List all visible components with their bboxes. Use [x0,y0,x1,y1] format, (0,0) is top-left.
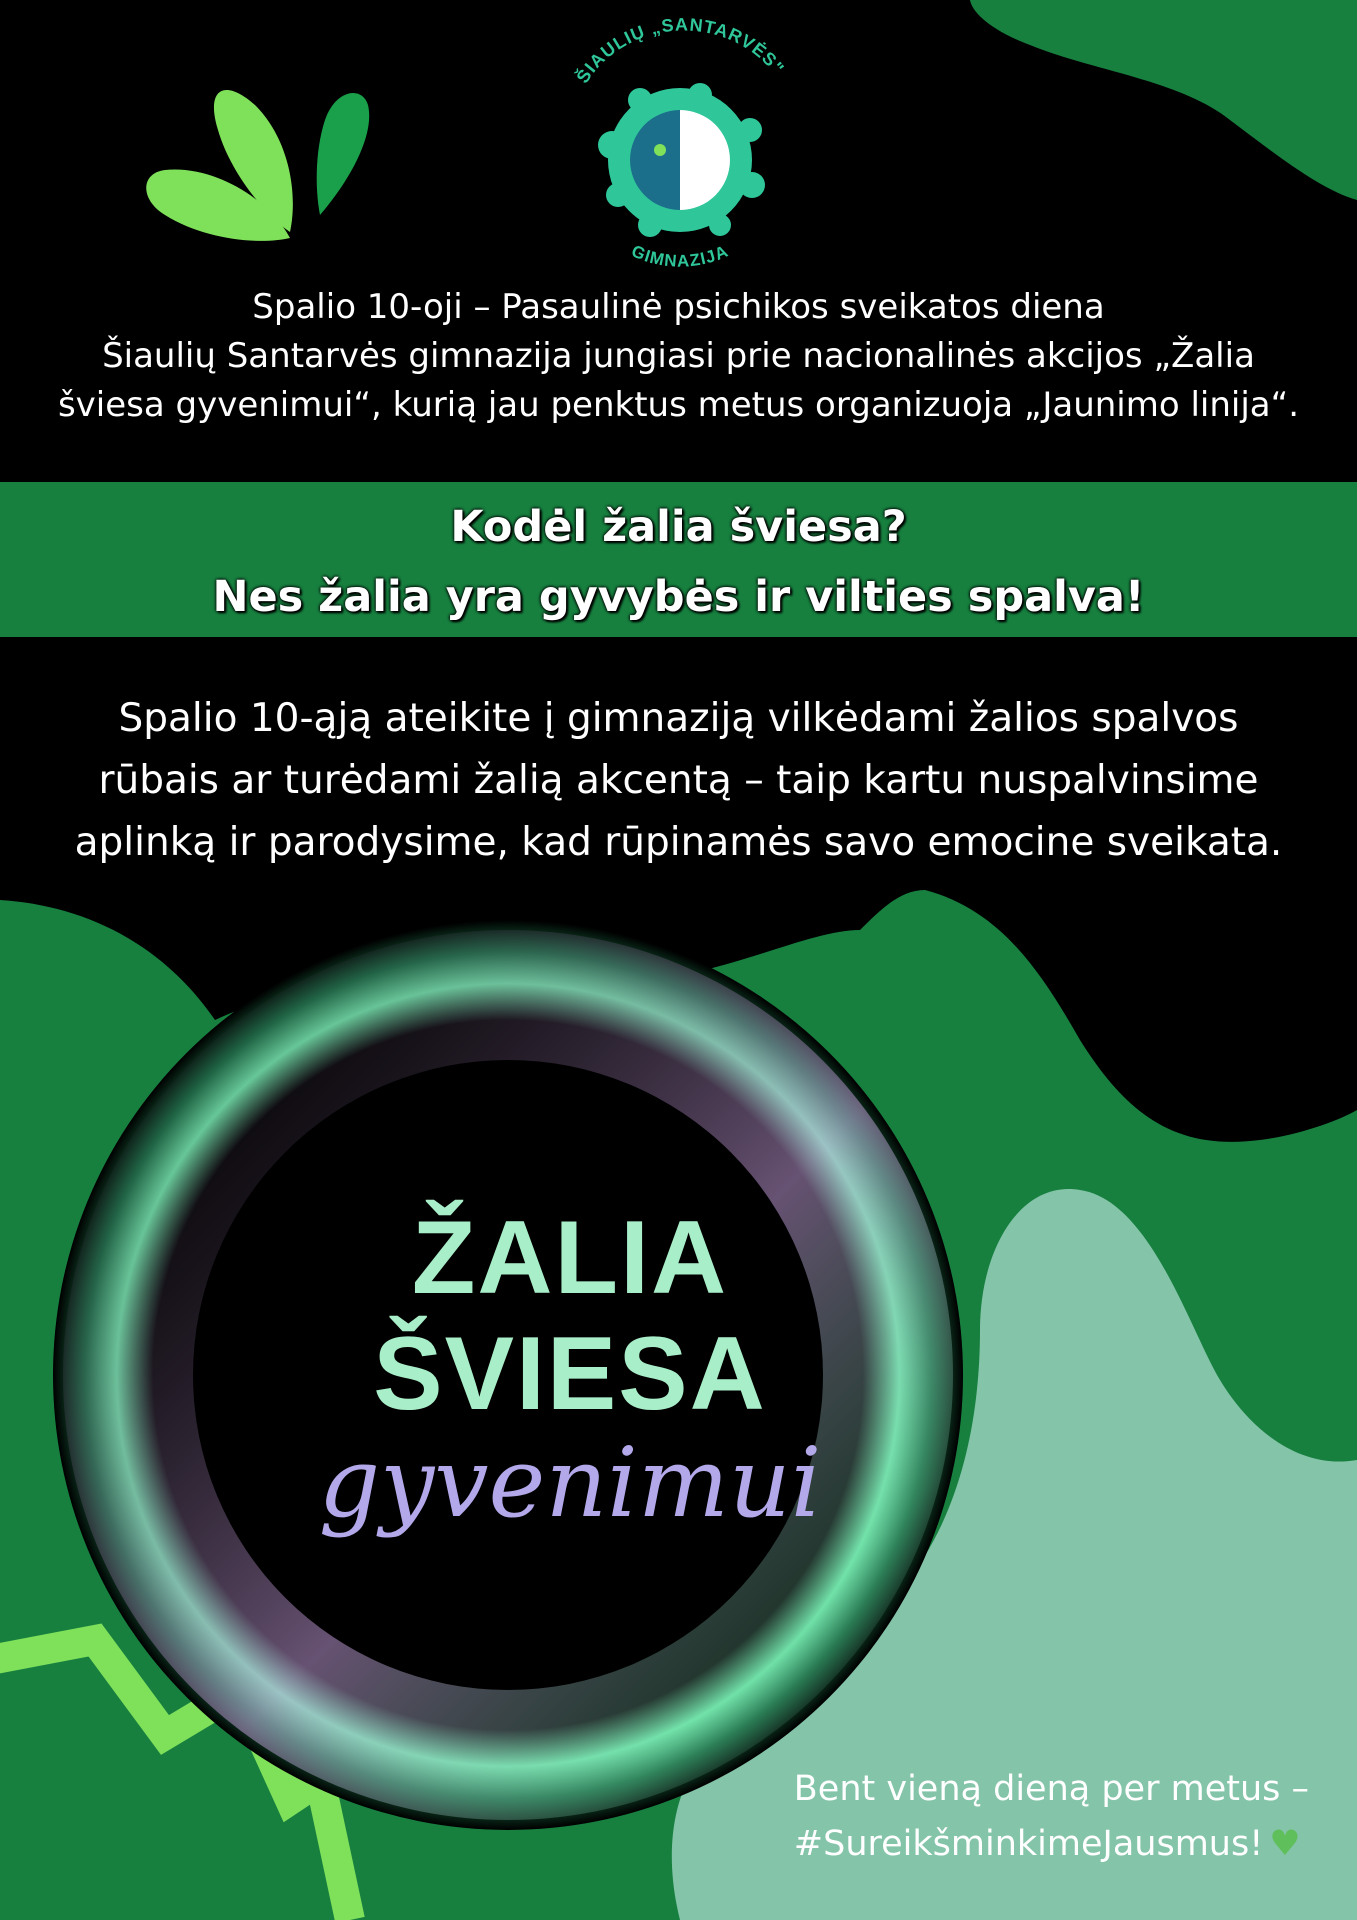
logo-top-text: ŠIAULIŲ „SANTARVĖS" [572,14,789,87]
footer-text [794,1762,1309,1872]
campaign-logo [210,1200,930,1538]
campaign-word-zalia: ŽALIA [411,1200,729,1316]
headline-line: Kodėl žalia šviesa? [450,502,907,552]
logo-bottom-text: GIMNAZIJA [628,241,732,271]
intro-text [0,283,1357,430]
footer-hashtag: #SureikšminkimeJausmus! [793,1824,1264,1864]
footer-hashtag-line [794,1817,1309,1872]
campaign-word-sviesa: ŠVIESA [373,1316,767,1432]
svg-text:GIMNAZIJA [629,241,732,270]
body-line: Spalio 10-ąją ateikite į gimnaziją vilkėdami žalios spalvos [118,696,1239,741]
intro-line: Šiaulių Santarvės gimnazija jungiasi prie nacionalinės akcijos „Žalia [102,336,1255,376]
body-text [0,688,1357,874]
body-line: rūbais ar turėdami žalią akcentą – taip kartu nuspalvinsime [98,758,1259,803]
heart-icon: ♥ [1269,1824,1301,1864]
campaign-word-gyvenimui: gyvenimui [318,1427,822,1539]
body-line: aplinką ir parodysime, kad rūpinamės savo emocine sveikata. [74,820,1283,865]
svg-text:ŠIAULIŲ „SANTARVĖS" [572,14,789,86]
headline-line: Nes žalia yra gyvybės ir vilties spalva! [212,572,1145,622]
intro-line: šviesa gyvenimui“, kurią jau penktus metus organizuoja „Jaunimo linija“. [57,385,1300,425]
headline [0,492,1357,632]
intro-line: Spalio 10-oji – Pasaulinė psichikos sveikatos diena [252,287,1105,327]
footer-line: Bent vieną dieną per metus – [793,1769,1309,1809]
